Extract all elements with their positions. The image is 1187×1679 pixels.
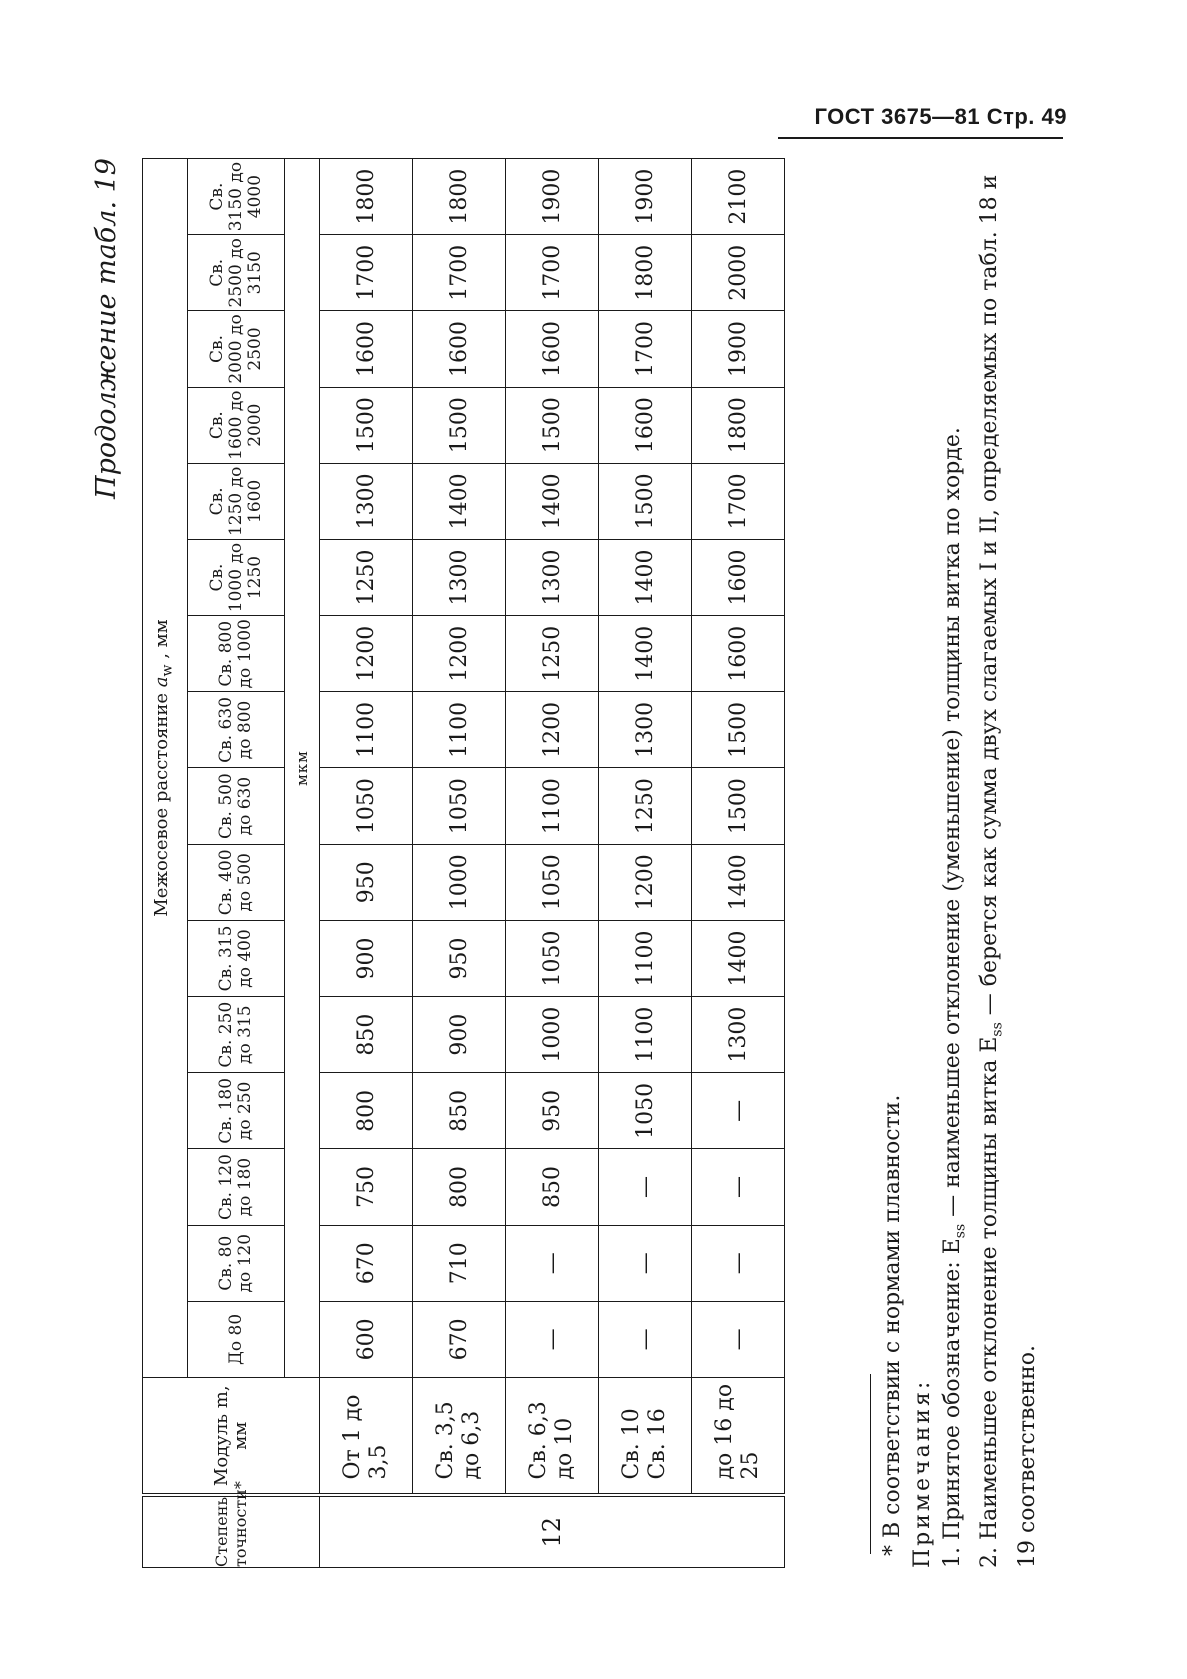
value-cell: 950 [506,1073,599,1149]
aw-symbol: a [151,676,173,688]
value-cell: 1050 [320,768,413,844]
value-cell: 1250 [320,539,413,615]
note-2-subscript: ss [989,1022,1006,1037]
range-header: Св. 1000 до 1250 [188,539,285,615]
value-cell: 1500 [413,387,506,463]
value-cell: 710 [413,1225,506,1301]
range-header: Св. 400 до 500 [188,844,285,920]
value-cell: 1200 [506,692,599,768]
range-header: До 80 [188,1301,285,1377]
value-cell: 1500 [506,387,599,463]
value-cell: 1100 [413,692,506,768]
range-header: Св. 120 до 180 [188,1149,285,1225]
value-cell: 1900 [599,159,692,235]
value-cell: 1500 [692,768,785,844]
value-cell: 1800 [413,159,506,235]
value-cell: 1700 [506,235,599,311]
value-cell: 1000 [413,844,506,920]
value-cell: 1700 [413,235,506,311]
value-cell: 1250 [506,616,599,692]
value-cell: 1000 [506,997,599,1073]
value-cell: 1500 [320,387,413,463]
value-cell: 900 [320,920,413,996]
value-cell: 2000 [692,235,785,311]
range-header: Св. 180 до 250 [188,1073,285,1149]
value-cell: 1300 [599,692,692,768]
value-cell: 1400 [692,844,785,920]
value-cell: 670 [320,1225,413,1301]
value-cell: — [599,1301,692,1377]
header-rule [778,137,1063,139]
table-wrap [142,158,785,1568]
value-cell: — [692,1301,785,1377]
range-header: Св. 315 до 400 [188,920,285,996]
value-cell: 1700 [692,463,785,539]
value-cell: 1800 [692,387,785,463]
value-cell: 600 [320,1301,413,1377]
value-cell: 1300 [320,463,413,539]
unit-row: мкм [285,159,320,1378]
center-distance-header [143,159,188,1378]
value-cell: 750 [320,1149,413,1225]
module-header: Модуль m, мм [143,1378,320,1496]
note-2-text-a: 2. Наименьшее отклонение толщины витка E [977,1036,1003,1568]
note-1-subscript: ss [952,1223,969,1239]
tolerance-table [142,158,785,1568]
value-cell: — [599,1225,692,1301]
value-cell: — [599,1149,692,1225]
range-header-row [188,159,285,1568]
value-cell: 800 [413,1149,506,1225]
value-cell: 1400 [599,616,692,692]
value-cell: — [506,1225,599,1301]
value-cell: 1100 [599,997,692,1073]
note-1 [938,158,975,1568]
value-cell: 1200 [320,616,413,692]
notes-block [878,158,1043,1568]
degree-header: Степень точности* [143,1496,320,1568]
value-cell: 1300 [506,539,599,615]
value-cell: 1600 [692,616,785,692]
value-cell: 950 [413,920,506,996]
value-cell: 1300 [692,997,785,1073]
value-cell: 1800 [320,159,413,235]
value-cell: 1600 [599,387,692,463]
value-cell: 1100 [599,920,692,996]
value-cell: 1400 [506,463,599,539]
range-header: Св. 80 до 120 [188,1225,285,1301]
page-header: ГОСТ 3675—81 Стр. 49 [814,104,1067,129]
value-cell: 1050 [599,1073,692,1149]
value-cell: 1200 [413,616,506,692]
value-cell: 1400 [599,539,692,615]
value-cell: 850 [320,997,413,1073]
value-cell: — [506,1301,599,1377]
table-row [320,159,413,1568]
value-cell: — [692,1073,785,1149]
footnote-rule [870,1374,871,1554]
value-cell: 1100 [320,692,413,768]
value-cell: — [692,1225,785,1301]
value-cell: 1700 [599,311,692,387]
rotated-table-sheet [78,158,1040,1568]
module-cell: Св. 3,5 до 6,3 [413,1378,506,1496]
note-2 [975,158,1042,1568]
value-cell: 1100 [506,768,599,844]
value-cell: 1250 [599,768,692,844]
range-header: Св. 2500 до 3150 [188,235,285,311]
module-cell: От 1 до 3,5 [320,1378,413,1496]
aw-subscript: w [159,664,176,677]
table-row [692,159,785,1568]
center-distance-unit: , мм [151,619,173,665]
table-row [599,159,692,1568]
range-header: Св. 3150 до 4000 [188,159,285,235]
module-cell: Св. 6,3 до 10 [506,1378,599,1496]
value-cell: 1050 [413,768,506,844]
value-cell: 1600 [692,539,785,615]
value-cell: 1400 [413,463,506,539]
value-cell: — [692,1149,785,1225]
note-1-text-b: — наименьшее отклонение (уменьшение) толщины витка по хорде. [940,427,965,1224]
module-cell: до 16 до 25 [692,1378,785,1496]
value-cell: 1300 [413,539,506,615]
value-cell: 1600 [320,311,413,387]
value-cell: 1600 [506,311,599,387]
value-cell: 850 [413,1073,506,1149]
value-cell: 1400 [692,920,785,996]
value-cell: 1600 [413,311,506,387]
value-cell: 1900 [692,311,785,387]
value-cell: 800 [320,1073,413,1149]
value-cell: 2100 [692,159,785,235]
value-cell: 1900 [506,159,599,235]
table-row [413,159,506,1568]
range-header: Св. 500 до 630 [188,768,285,844]
value-cell: 1050 [506,920,599,996]
range-header: Св. 630 до 800 [188,692,285,768]
notes-title: Примечания: [910,1378,935,1568]
value-cell: 1800 [599,235,692,311]
value-cell: 1700 [320,235,413,311]
value-cell: 1500 [599,463,692,539]
range-header: Св. 2000 до 2500 [188,311,285,387]
module-cell: Св. 10 Св. 16 [599,1378,692,1496]
range-header: Св. 250 до 315 [188,997,285,1073]
table-row [506,159,599,1568]
range-header: Св. 800 до 1000 [188,616,285,692]
note-2-text-b: — берется как сумма двух слагаемых I и II, определяемых по табл. 18 и 19 соответственно. [977,174,1040,1568]
value-cell: 850 [506,1149,599,1225]
value-cell: 670 [413,1301,506,1377]
value-cell: 1050 [506,844,599,920]
range-header: Св. 1600 до 2000 [188,387,285,463]
table-caption: Продолжение табл. 19 [91,158,122,499]
footnote: * В соответствии с нормами плавности. [880,1094,905,1556]
value-cell: 950 [320,844,413,920]
table-body [320,159,785,1568]
value-cell: 1200 [599,844,692,920]
value-cell: 900 [413,997,506,1073]
note-1-text-a: 1. Принятое обозначение: E [940,1238,965,1568]
value-cell: 1500 [692,692,785,768]
center-distance-label: Межосевое расстояние [151,687,173,917]
degree-cell: 12 [320,1496,785,1568]
range-header: Св. 1250 до 1600 [188,463,285,539]
